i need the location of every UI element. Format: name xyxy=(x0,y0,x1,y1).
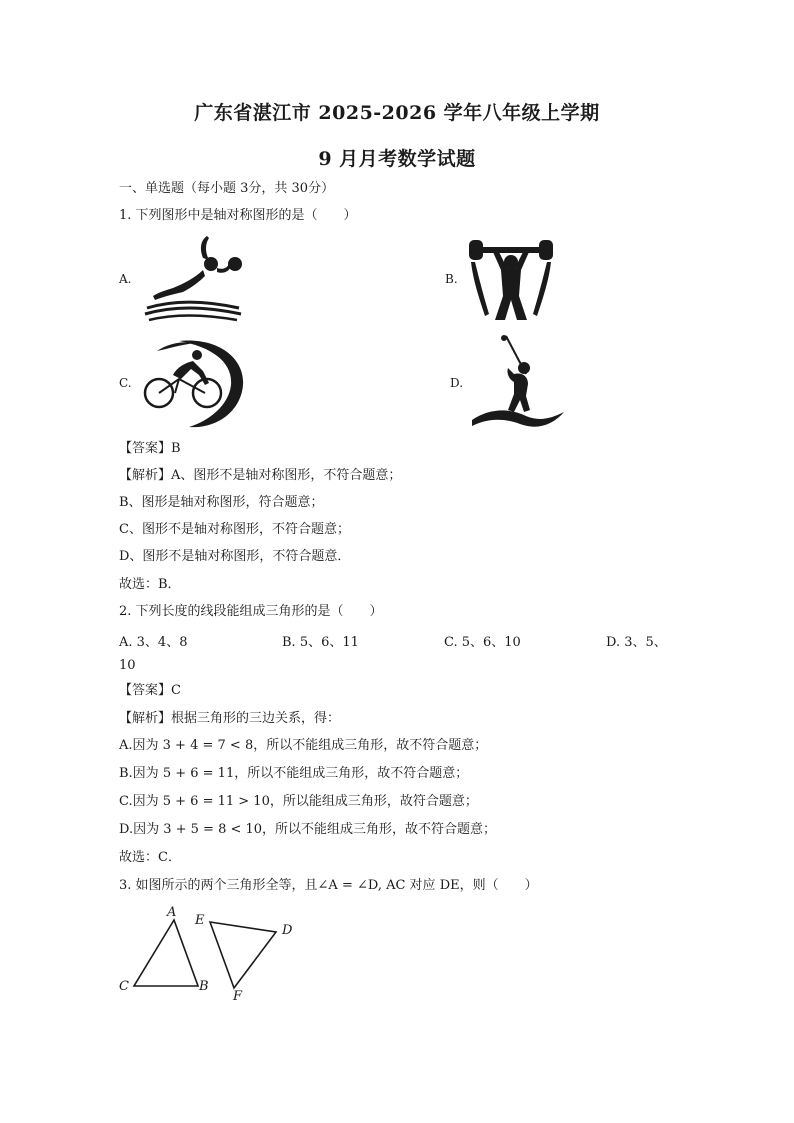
q1-analysis-line: 【解析】A、图形不是轴对称图形，不符合题意； xyxy=(119,468,402,483)
q2-option-d-wrap: 10 xyxy=(119,658,136,673)
q2-option-c: C. 5、6、10 xyxy=(444,635,521,650)
triangle-def xyxy=(210,922,276,988)
q2-analysis-line: D.因为 3 + 5 = 8 < 10，所以不能组成三角形，故不符合题意； xyxy=(119,822,497,837)
q1-option-a-label: A. xyxy=(119,272,132,286)
point-label-b: B xyxy=(199,979,209,994)
q3-stem: 3. 如图所示的两个三角形全等，且∠A = ∠D, AC 对应 DE，则（ ） xyxy=(119,878,538,893)
document-title-line1: 广东省湛江市 2025-2026 学年八年级上学期 xyxy=(194,102,600,124)
q2-answer: 【答案】C xyxy=(119,683,181,698)
q2-analysis-line: 故选：C． xyxy=(119,850,181,865)
q1-analysis-line: D、图形不是轴对称图形，不符合题意． xyxy=(119,549,351,564)
q2-analysis-line: A.因为 3 + 4 = 7 < 8，所以不能组成三角形，故不符合题意； xyxy=(119,738,488,753)
q1-analysis-line: C、图形不是轴对称图形，不符合题意； xyxy=(119,522,350,537)
q2-analysis-line: 【解析】根据三角形的三边关系，得： xyxy=(119,711,341,726)
q1-option-d-label: D. xyxy=(450,376,464,390)
weightlifter-figure xyxy=(465,236,557,322)
q2-option-a: A. 3、4、8 xyxy=(119,635,188,650)
congruent-triangles-figure xyxy=(110,900,310,1010)
q1-analysis-line: 故选：B． xyxy=(119,577,181,592)
swimmer-figure xyxy=(143,234,243,322)
q2-analysis-line: B.因为 5 + 6 = 11，所以不能组成三角形，故不符合题意； xyxy=(119,766,469,781)
q1-stem: 1. 下列图形中是轴对称图形的是（ ） xyxy=(119,208,357,223)
q2-option-b: B. 5、6、11 xyxy=(282,635,359,650)
cyclist-figure xyxy=(139,335,249,431)
q1-answer: 【答案】B xyxy=(119,441,181,456)
document-title-line2: 9 月月考数学试题 xyxy=(318,148,476,170)
q2-analysis-line: C.因为 5 + 6 = 11 > 10，所以能组成三角形，故符合题意； xyxy=(119,794,478,809)
triangle-abc xyxy=(134,920,198,986)
point-label-d: D xyxy=(282,923,293,938)
q2-stem: 2. 下列长度的线段能组成三角形的是（ ） xyxy=(119,604,383,619)
point-label-a: A xyxy=(167,905,177,920)
q1-option-c-label: C. xyxy=(119,376,132,390)
golfer-figure xyxy=(470,334,566,432)
point-label-e: E xyxy=(195,913,205,928)
q2-option-d: D. 3、5、 xyxy=(606,635,667,650)
point-label-f: F xyxy=(233,989,243,1004)
q1-option-b-label: B. xyxy=(445,272,458,286)
q1-analysis-line: B、图形是轴对称图形，符合题意； xyxy=(119,495,324,510)
section-heading: 一、单选题（每小题 3分，共 30分） xyxy=(119,181,335,196)
point-label-c: C xyxy=(119,979,129,994)
